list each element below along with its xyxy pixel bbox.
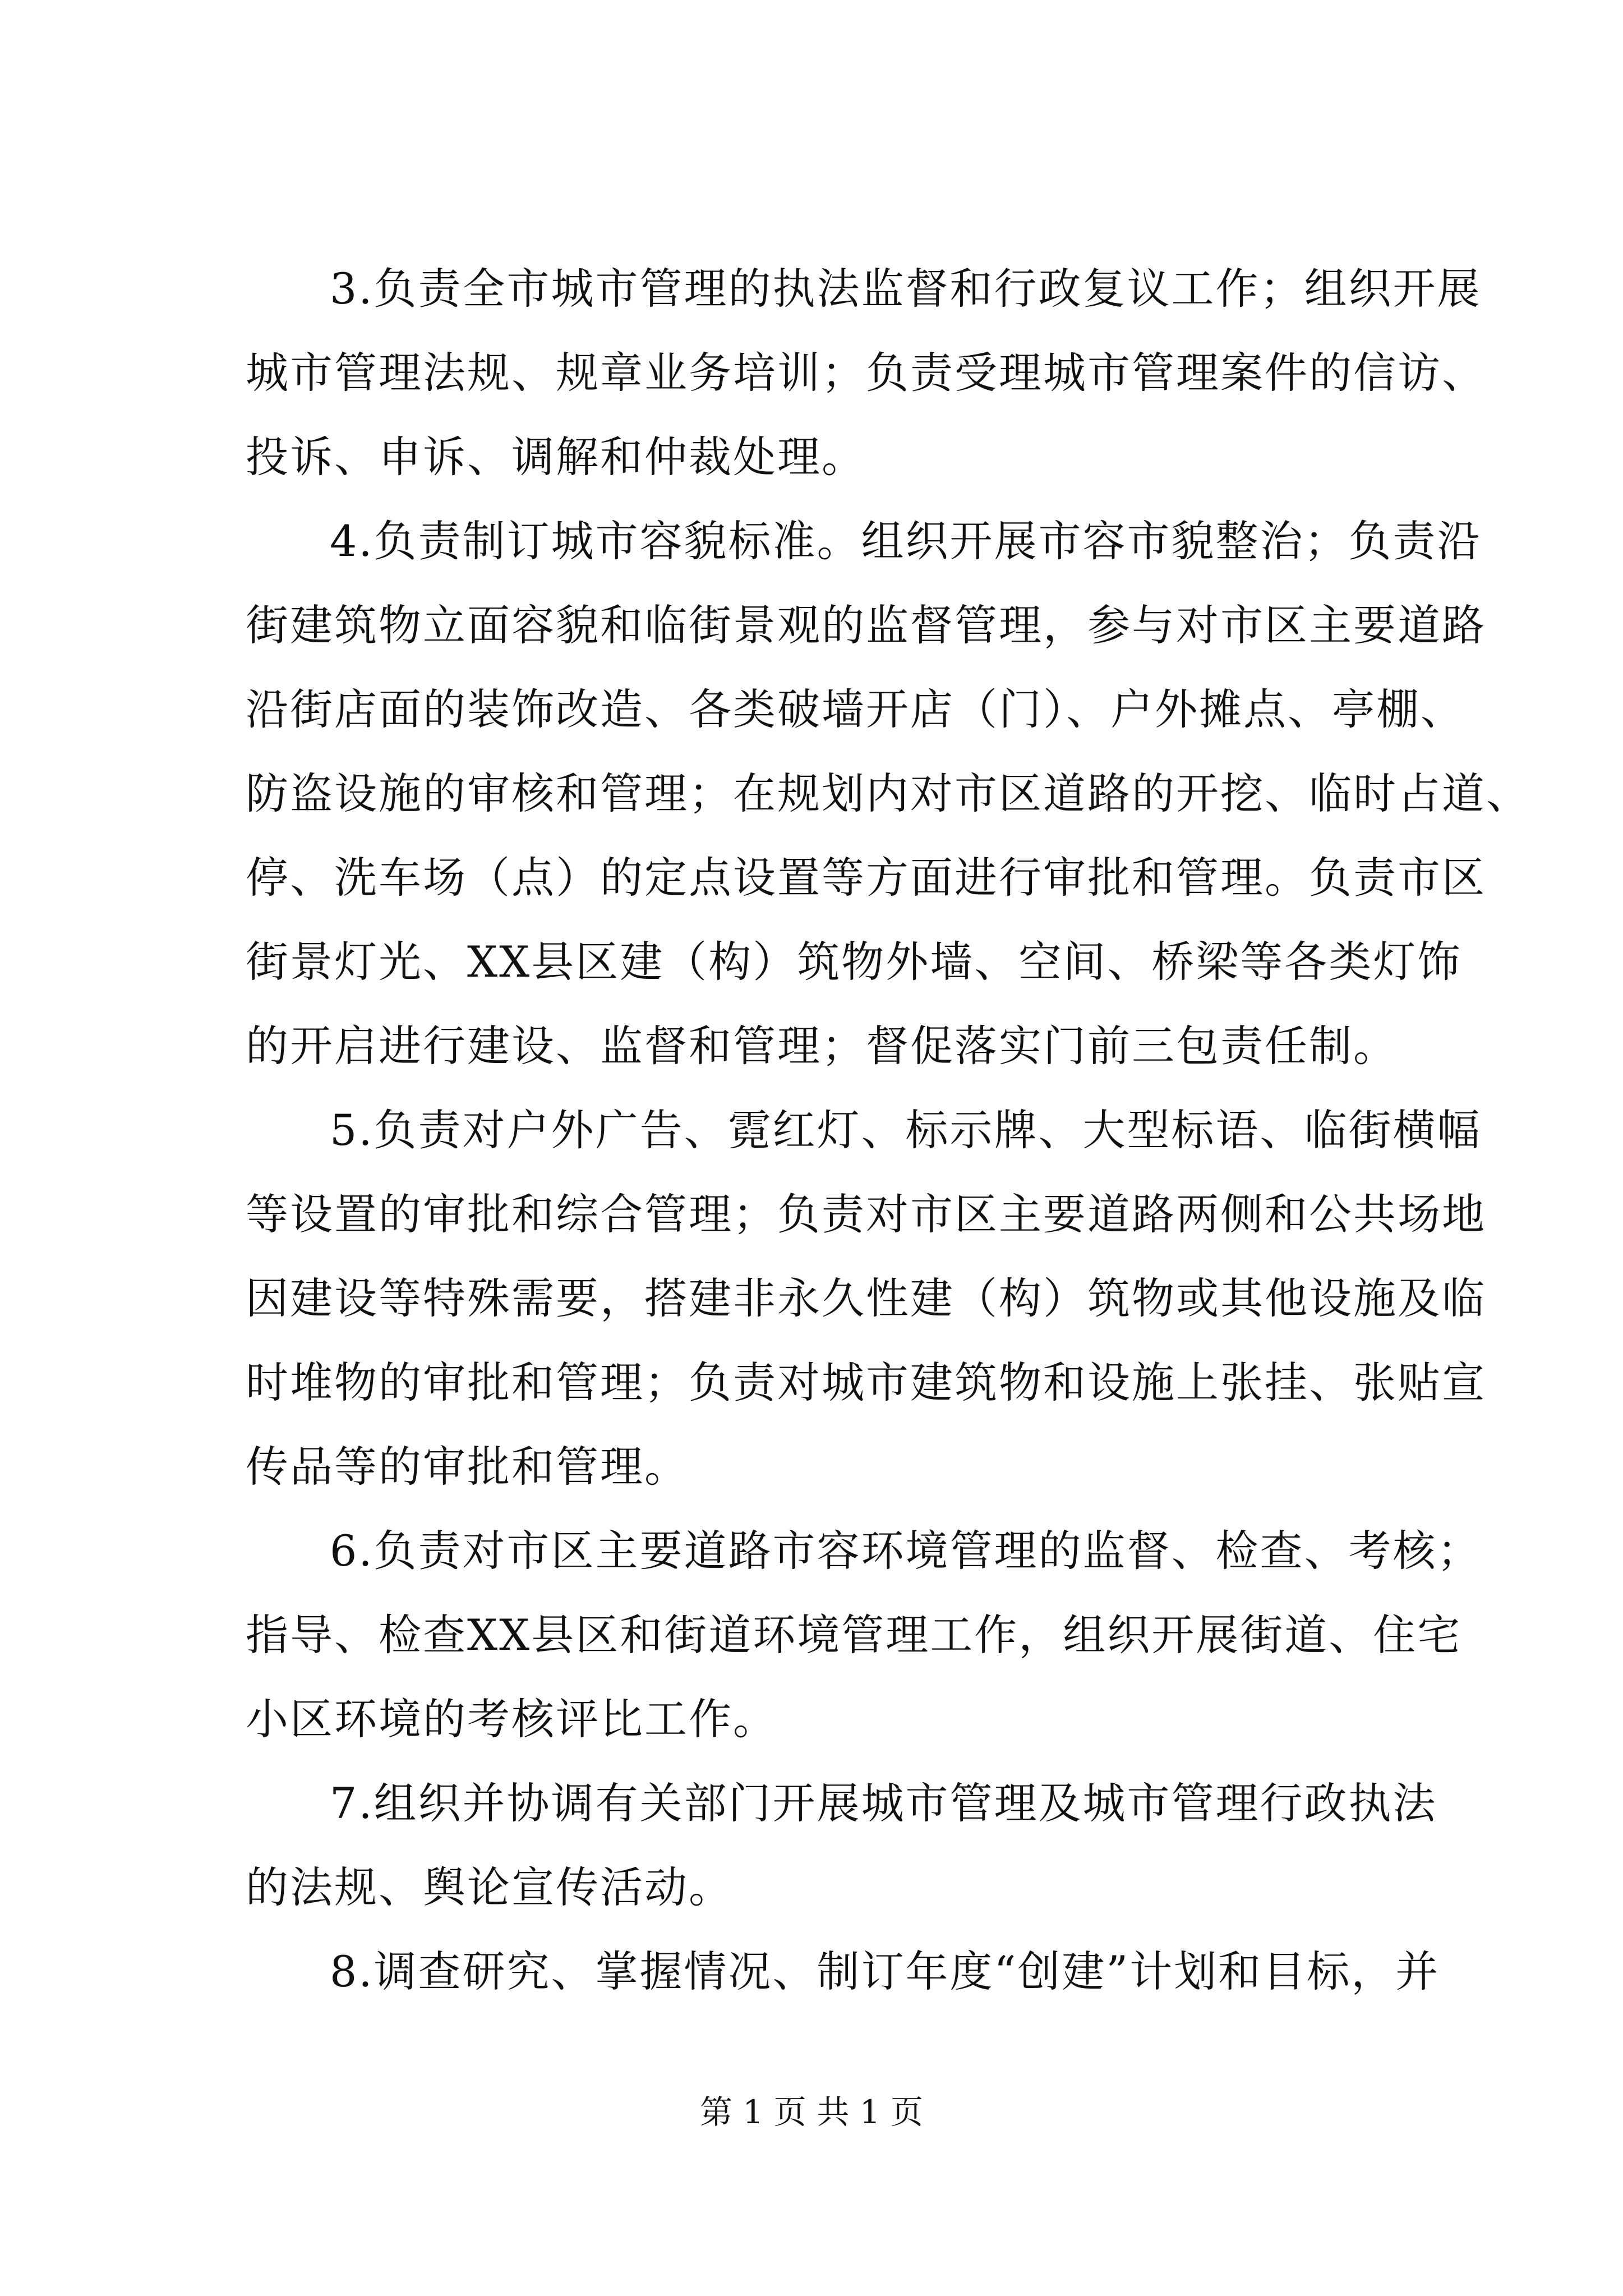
paragraph-line: 小区环境的考核评比工作。 [246, 1694, 777, 1744]
paragraph-8 [246, 1930, 1440, 2014]
paragraph-line: 因建设等特殊需要，搭建非永久性建（构）筑物或其他设施及临 [246, 1273, 1486, 1323]
paragraph-line: 沿街店面的装饰改造、各类破墙开店（门）、户外摊点、亭棚、 [246, 684, 1465, 734]
paragraph-line: 3.负责全市城市管理的执法监督和行政复议工作；组织开展 [330, 264, 1482, 314]
paragraph-6 [246, 1509, 1482, 1761]
paragraph-line: 防盗设施的审核和管理；在规划内对市区道路的开挖、临时占道、 [246, 769, 1530, 818]
page-number-footer: 第 1 页 共 1 页 [700, 2093, 923, 2131]
paragraph-5 [246, 1088, 1486, 1509]
paragraph-line: 街建筑物立面容貌和临街景观的监督管理，参与对市区主要道路 [246, 600, 1486, 650]
paragraph-line: 指导、检查XX县区和街道环境管理工作，组织开展街道、住宅 [246, 1610, 1462, 1660]
paragraph-line: 传品等的审批和管理。 [246, 1442, 689, 1492]
paragraph-line: 5.负责对户外广告、霓红灯、标示牌、大型标语、临街横幅 [330, 1105, 1482, 1155]
paragraph-line: 街景灯光、XX县区建（构）筑物外墙、空间、桥梁等各类灯饰 [246, 937, 1462, 987]
paragraph-7 [246, 1761, 1437, 1930]
body-text [246, 247, 1530, 2014]
paragraph-line: 城市管理法规、规章业务培训；负责受理城市管理案件的信访、 [246, 348, 1486, 398]
paragraph-line: 时堆物的审批和管理；负责对城市建筑物和设施上张挂、张贴宣 [246, 1358, 1486, 1407]
paragraph-line: 停、洗车场（点）的定点设置等方面进行审批和管理。负责市区 [246, 853, 1486, 903]
paragraph-line: 8.调查研究、掌握情况、制订年度“创建”计划和目标，并 [330, 1947, 1440, 1996]
paragraph-line: 4.负责制订城市容貌标准。组织开展市容市貌整治；负责沿 [330, 516, 1482, 566]
paragraph-3 [246, 247, 1486, 499]
paragraph-line: 的法规、舆论宣传活动。 [246, 1862, 733, 1912]
paragraph-line: 7.组织并协调有关部门开展城市管理及城市管理行政执法 [330, 1778, 1437, 1828]
paragraph-4 [246, 499, 1530, 1088]
paragraph-line: 6.负责对市区主要道路市容环境管理的监督、检查、考核； [330, 1526, 1482, 1576]
paragraph-line: 等设置的审批和综合管理；负责对市区主要道路两侧和公共场地 [246, 1189, 1486, 1239]
paragraph-line: 的开启进行建设、监督和管理；督促落实门前三包责任制。 [246, 1021, 1398, 1071]
paragraph-line: 投诉、申诉、调解和仲裁处理。 [246, 432, 866, 482]
